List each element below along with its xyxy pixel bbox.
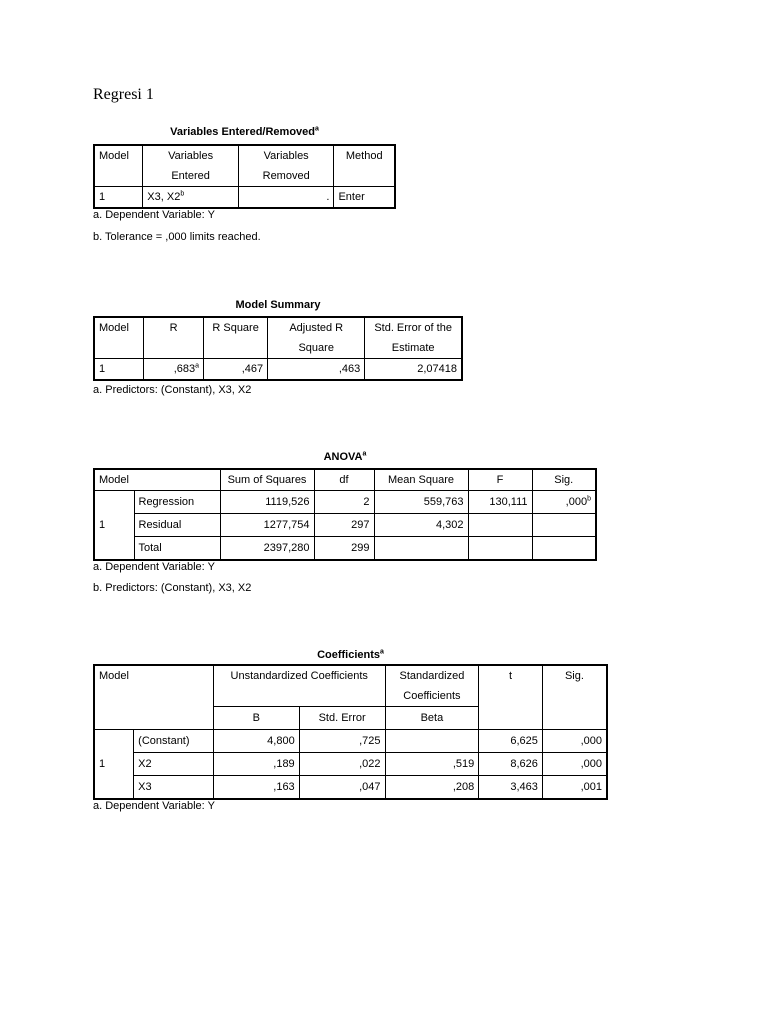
cell-r: ,683$^a$ [144,359,204,381]
coefficients-title: Coefficients$^a$ [317,648,384,661]
header-cell: Method [334,145,395,187]
header-cell: R [144,317,204,359]
cell-b: ,163 [213,776,299,800]
table-row [94,776,607,800]
cell-method: Enter [334,187,395,209]
footnote: b. Tolerance = ,000 limits reached. [93,231,261,243]
header-cell: Sum of Squares [220,469,314,491]
table-header-row [94,145,395,187]
cell-sig: ,000 [542,730,607,753]
cell-sum-of-squares: 2397,280 [220,537,314,561]
cell-df: 299 [314,537,374,561]
footnote: a. Dependent Variable: Y [93,561,215,573]
header-cell: Variables Entered [143,145,239,187]
cell-label: (Constant) [134,730,214,753]
cell-mean-square [374,537,468,561]
cell-entered: X3, X2$^b$ [143,187,239,209]
table-row [94,514,596,537]
coefficients-table [93,664,608,800]
anova-table [93,468,597,561]
cell-mean-square: 559,763 [374,491,468,514]
header-cell: Adjusted R Square [268,317,365,359]
cell-beta: ,519 [385,753,479,776]
cell-sig [532,537,596,561]
footnote: a. Predictors: (Constant), X3, X2 [93,384,252,396]
header-cell: Mean Square [374,469,468,491]
header-cell: df [314,469,374,491]
cell-model: 1 [94,491,134,561]
table-row [94,730,607,753]
header-cell: Variables Removed [238,145,334,187]
cell-label: X3 [134,776,214,800]
cell-df: 297 [314,514,374,537]
cell-t: 8,626 [479,753,543,776]
cell-t: 6,625 [479,730,543,753]
cell-sig: ,000$^b$ [532,491,596,514]
cell-sig [532,514,596,537]
header-cell: Model [94,317,144,359]
cell-model: 1 [94,730,134,800]
table-header-row [94,469,596,491]
cell-t: 3,463 [479,776,543,800]
header-cell: Sig. [542,665,607,730]
table-header-row [94,317,462,359]
table-row [94,491,596,514]
model-summary-table [93,316,463,381]
cell-mean-square: 4,302 [374,514,468,537]
header-cell: B [213,707,299,730]
cell-f: 130,111 [468,491,532,514]
header-cell: F [468,469,532,491]
cell-sum-of-squares: 1277,754 [220,514,314,537]
page-heading: Regresi 1 [93,86,154,103]
cell-std-error: ,725 [299,730,385,753]
table-row [94,187,395,209]
cell-sig: ,000 [542,753,607,776]
cell-beta: ,208 [385,776,479,800]
header-cell: R Square [204,317,268,359]
header-cell: Sig. [532,469,596,491]
cell-label: Regression [134,491,220,514]
header-cell: Model [94,665,213,730]
model-summary-title: Model Summary [235,299,321,311]
variables-entered-title: Variables Entered/Removed$^a$ [170,125,319,138]
header-cell: Model [94,469,220,491]
cell-label: X2 [134,753,214,776]
header-cell: Unstandardized Coefficients [213,665,385,707]
cell-r-square: ,467 [204,359,268,381]
cell-std-error: ,047 [299,776,385,800]
header-cell: Model [94,145,143,187]
cell-model: 1 [94,359,144,381]
cell-adjusted-r-square: ,463 [268,359,365,381]
cell-model: 1 [94,187,143,209]
cell-std-error: ,022 [299,753,385,776]
table-row [94,753,607,776]
cell-sum-of-squares: 1119,526 [220,491,314,514]
cell-std-error: 2,07418 [365,359,462,381]
cell-removed: . [238,187,334,209]
cell-b: 4,800 [213,730,299,753]
cell-label: Total [134,537,220,561]
cell-sig: ,001 [542,776,607,800]
header-cell: Beta [385,707,479,730]
footnote: b. Predictors: (Constant), X3, X2 [93,582,252,594]
cell-beta [385,730,479,753]
table-header-row [94,665,607,707]
cell-f [468,537,532,561]
header-cell: Std. Error [299,707,385,730]
header-cell: Std. Error of the Estimate [365,317,462,359]
cell-label: Residual [134,514,220,537]
cell-b: ,189 [213,753,299,776]
header-cell: Standardized Coefficients [385,665,479,707]
table-row [94,537,596,561]
table-row [94,359,462,381]
header-cell: t [479,665,543,730]
cell-df: 2 [314,491,374,514]
anova-title: ANOVA$^a$ [323,450,367,463]
footnote: a. Dependent Variable: Y [93,209,215,221]
cell-f [468,514,532,537]
footnote: a. Dependent Variable: Y [93,800,215,812]
variables-entered-table [93,144,396,209]
